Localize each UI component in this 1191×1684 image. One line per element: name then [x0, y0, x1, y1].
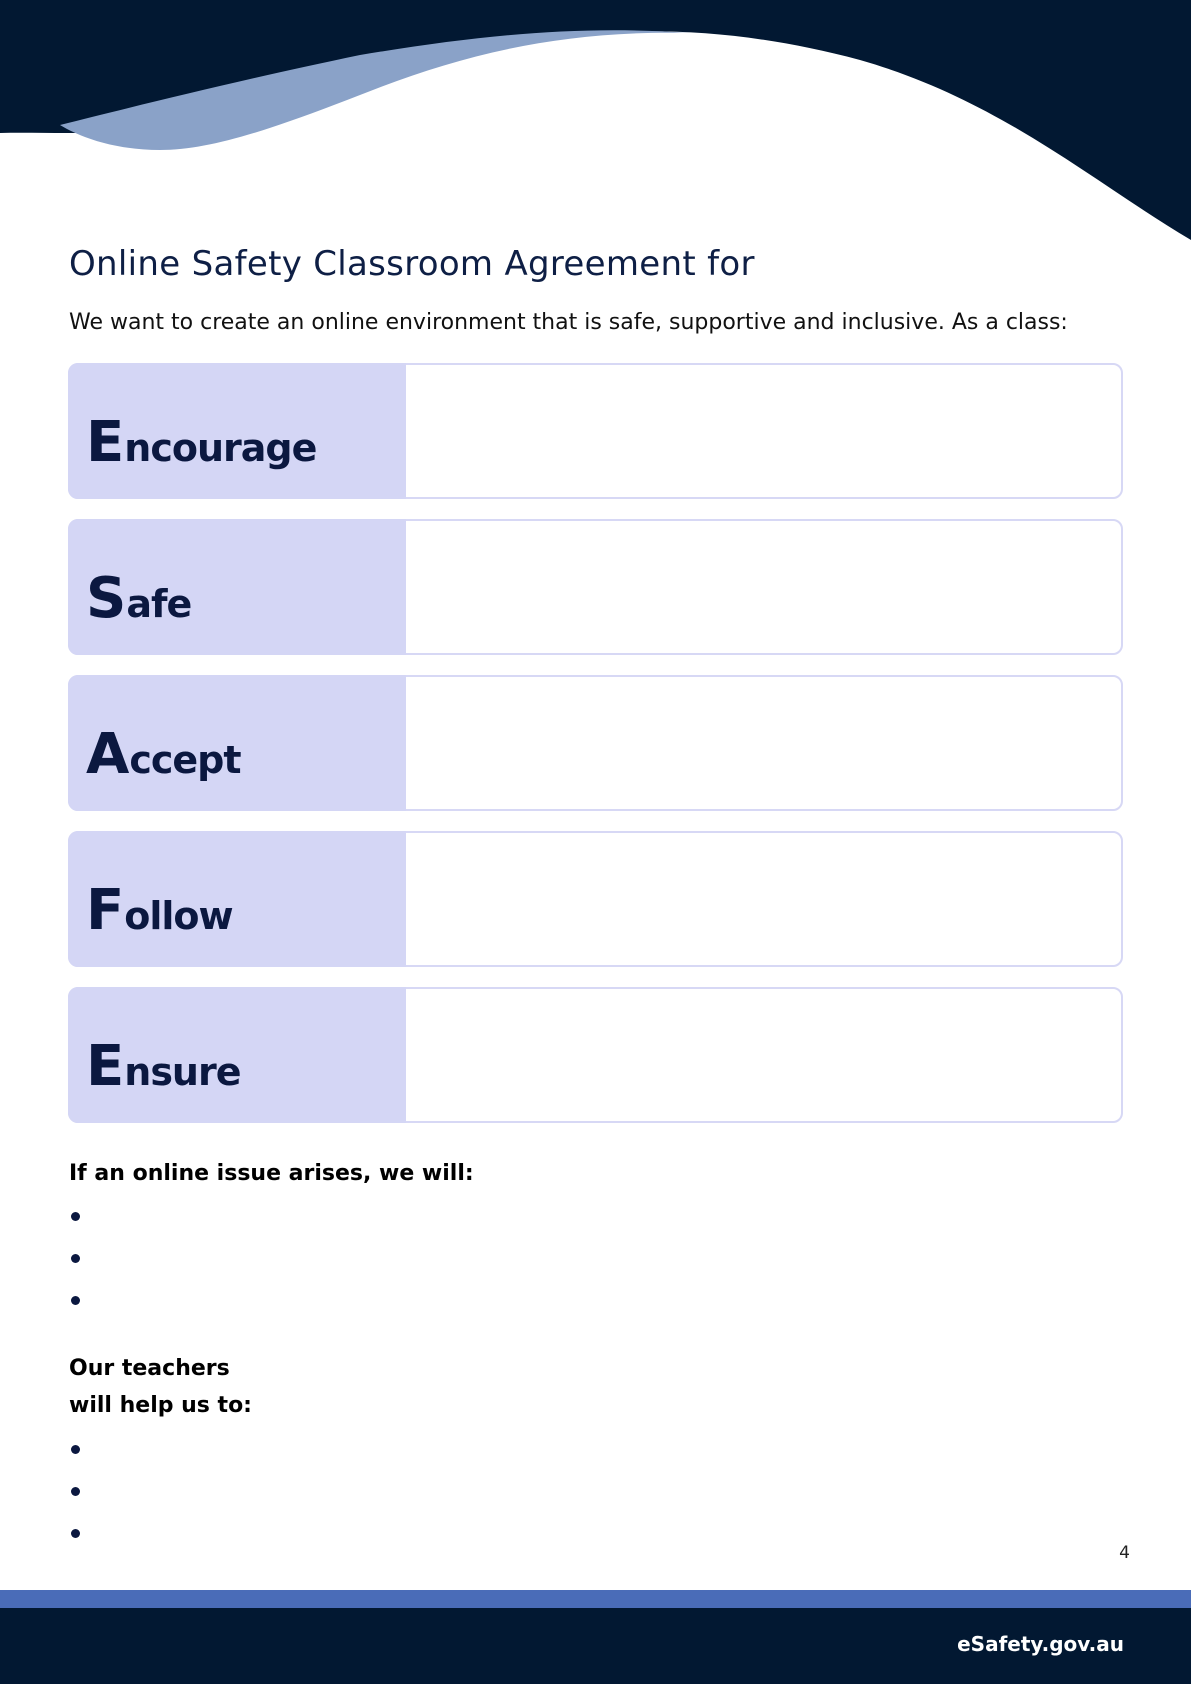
intro-text: We want to create an online environment that is safe, supportive and inclusive. As a class:	[69, 310, 1068, 335]
header-wave	[0, 0, 1191, 240]
row-word: Safe	[86, 566, 192, 631]
row-word: Follow	[86, 878, 233, 943]
footer-site-link[interactable]: eSafety.gov.au	[957, 1632, 1124, 1656]
row-word: Accept	[86, 722, 241, 787]
row-label	[68, 675, 406, 811]
page-number: 4	[1119, 1543, 1130, 1563]
footer-stripe	[0, 1590, 1191, 1608]
row-input-encourage[interactable]	[408, 365, 1121, 497]
row-label	[68, 363, 406, 499]
agreement-row-accept	[68, 675, 1123, 811]
issue-heading: If an online issue arises, we will:	[69, 1161, 474, 1186]
row-input-ensure[interactable]	[408, 989, 1121, 1121]
row-word: Encourage	[86, 410, 317, 475]
row-input-accept[interactable]	[408, 677, 1121, 809]
agreement-row-follow	[68, 831, 1123, 967]
agreement-row-ensure	[68, 987, 1123, 1123]
row-label	[68, 519, 406, 655]
agreement-rows	[68, 363, 1123, 1143]
agreement-row-safe	[68, 519, 1123, 655]
page-title: Online Safety Classroom Agreement for	[69, 244, 755, 284]
teachers-heading-line1: Our teachers	[69, 1356, 230, 1381]
teachers-heading-line2: will help us to:	[69, 1393, 252, 1418]
row-word: Ensure	[86, 1034, 241, 1099]
agreement-row-encourage	[68, 363, 1123, 499]
row-input-follow[interactable]	[408, 833, 1121, 965]
row-label	[68, 831, 406, 967]
row-input-safe[interactable]	[408, 521, 1121, 653]
teachers-heading	[69, 1350, 252, 1424]
row-label	[68, 987, 406, 1123]
